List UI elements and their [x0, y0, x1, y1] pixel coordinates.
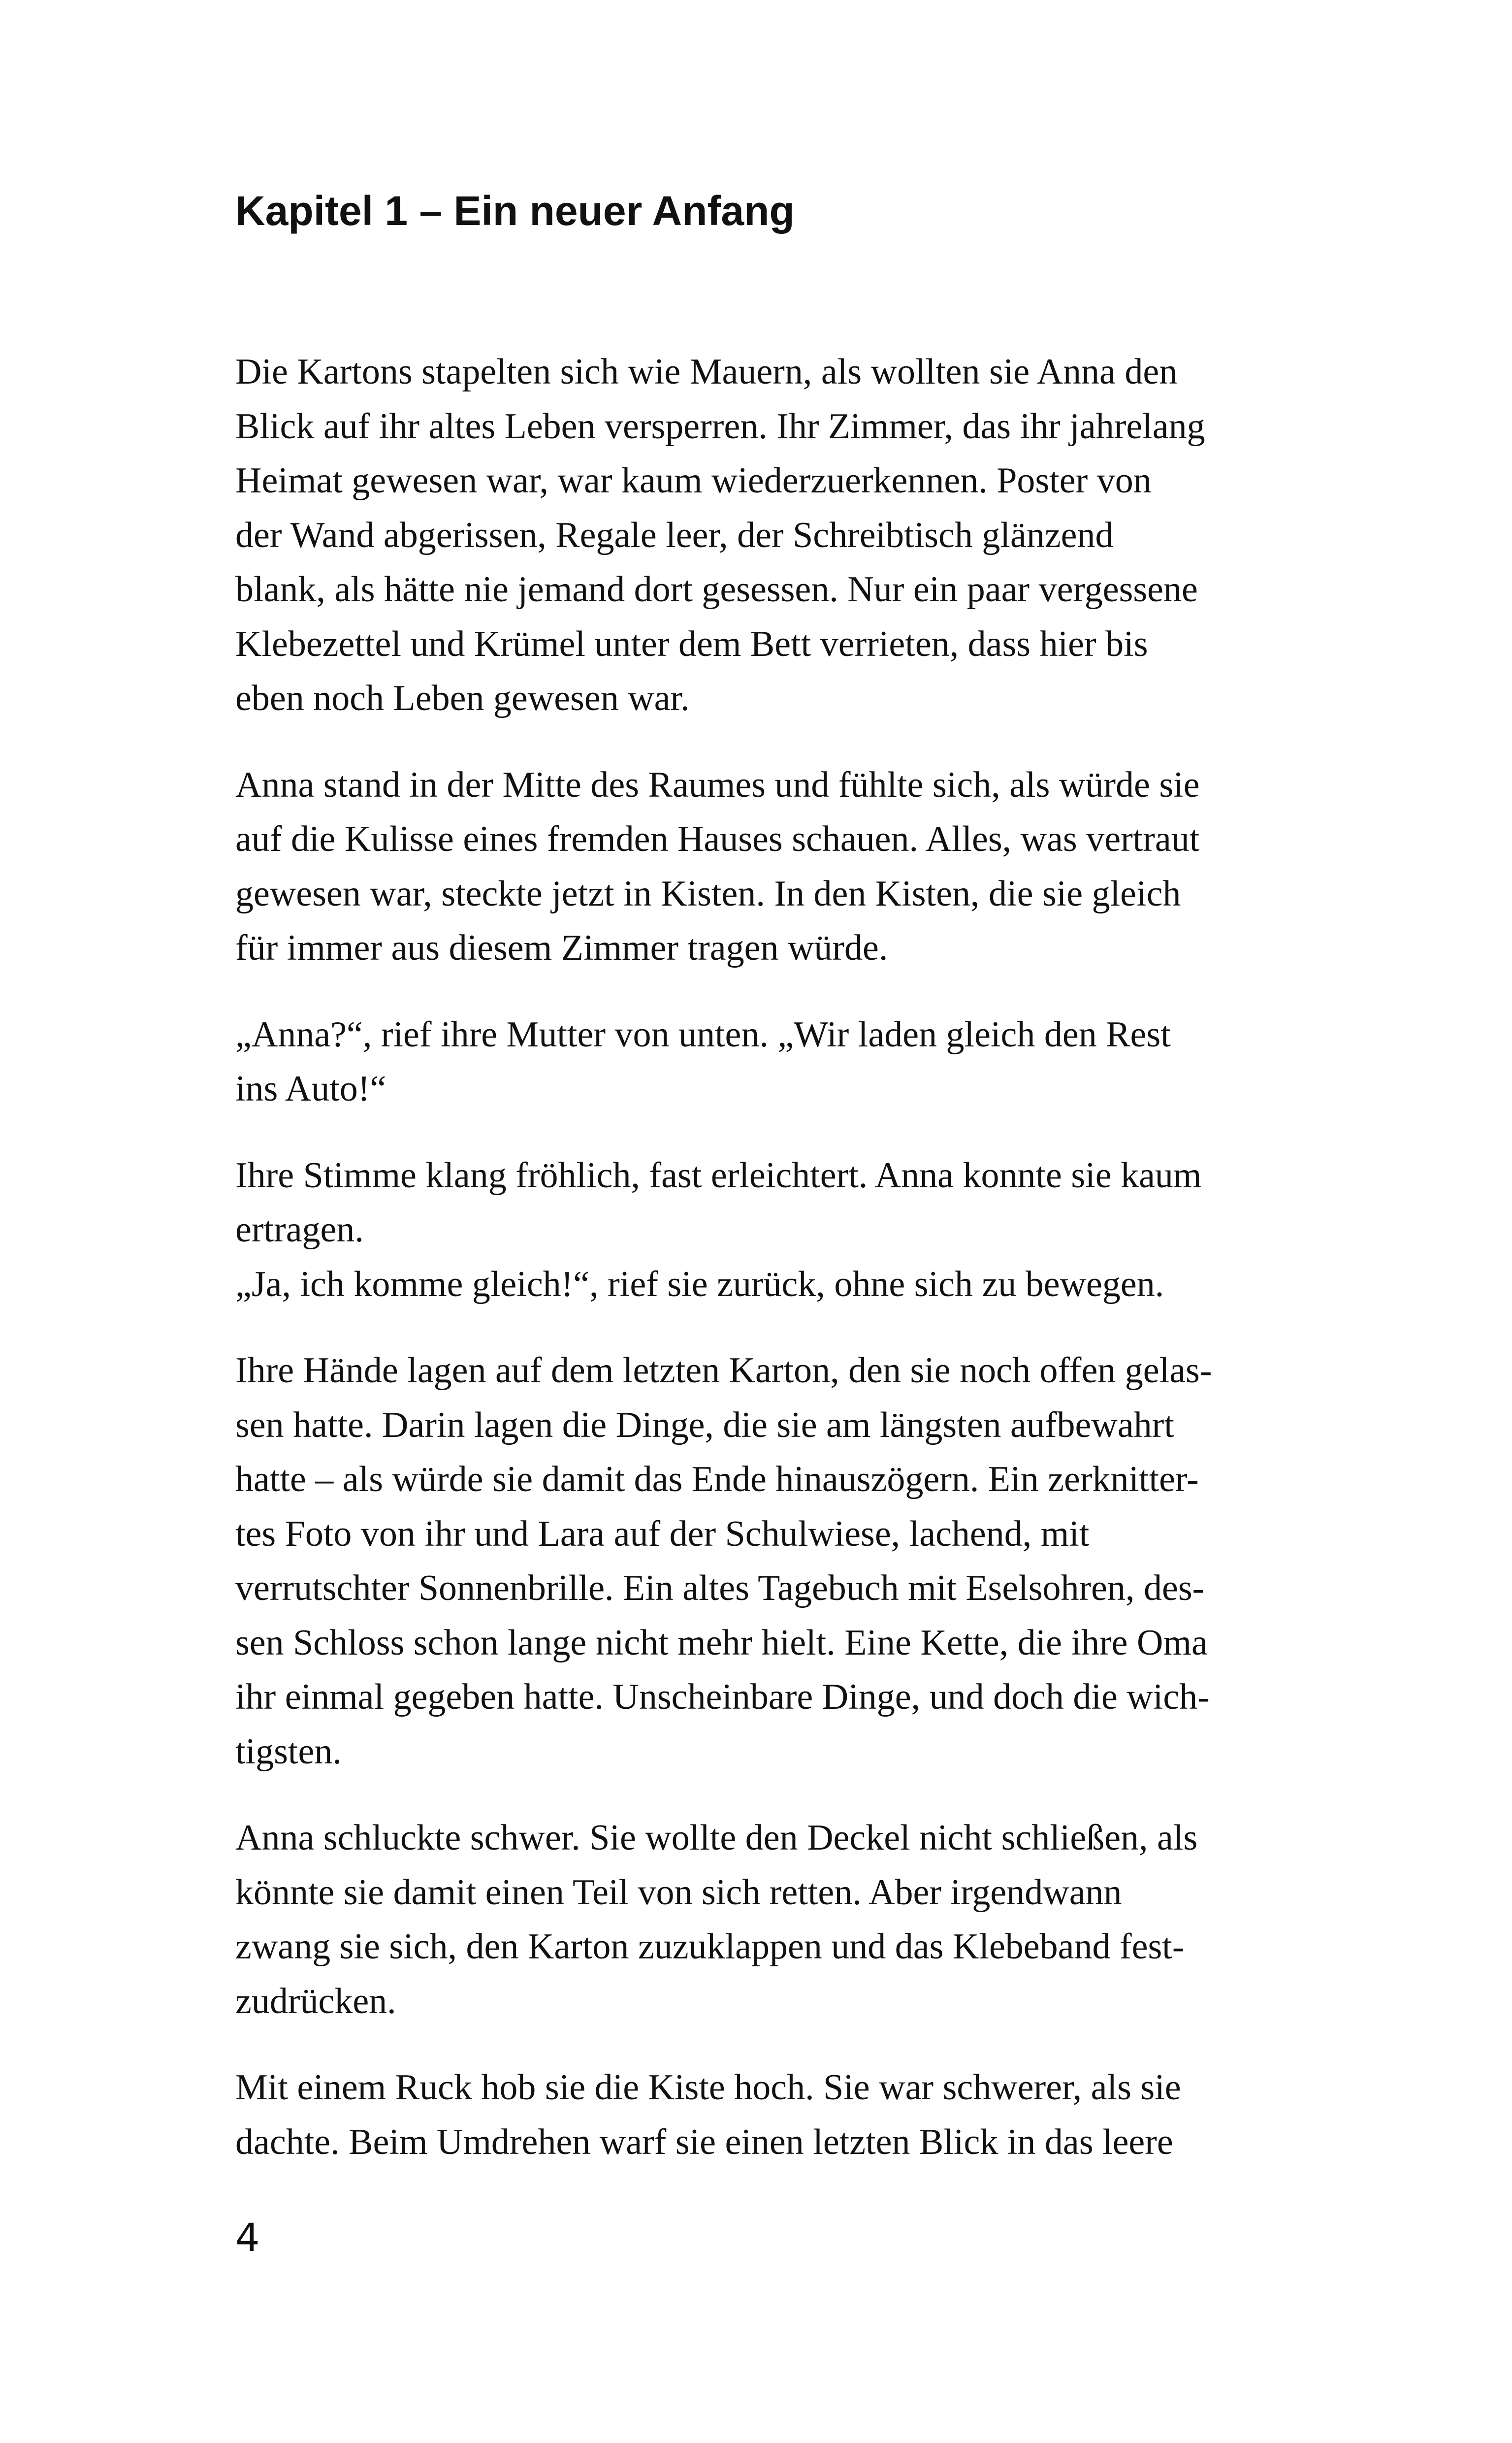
- text-line: „Anna?“, rief ihre Mutter von unten. „Wir laden gleich den Rest: [235, 1014, 1171, 1055]
- chapter-title: Kapitel 1 – Ein neuer Anfang: [235, 188, 795, 234]
- text-line: gewesen war, steckte jetzt in Kisten. In den Kisten, die sie gleich: [235, 873, 1181, 914]
- text-line: Heimat gewesen war, war kaum wiederzuerkennen. Poster von: [235, 460, 1152, 501]
- text-line: blank, als hätte nie jemand dort gesessen. Nur ein paar vergessene: [235, 569, 1198, 610]
- paragraph-1: [235, 345, 1338, 726]
- text-line: Ihre Stimme klang fröhlich, fast erleichtert. Anna konnte sie kaum: [235, 1155, 1202, 1196]
- text-line: für immer aus diesem Zimmer tragen würde.: [235, 928, 888, 968]
- text-line: „Ja, ich komme gleich!“, rief sie zurück, ohne sich zu bewegen.: [235, 1264, 1164, 1304]
- text-line: dachte. Beim Umdrehen warf sie einen letzten Blick in das leere: [235, 2121, 1173, 2162]
- paragraph-2: [235, 758, 1338, 976]
- text-line: verrutschter Sonnenbrille. Ein altes Tagebuch mit Eselsohren, des-: [235, 1568, 1205, 1608]
- text-line: hatte – als würde sie damit das Ende hinauszögern. Ein zerknitter-: [235, 1459, 1199, 1499]
- text-line: der Wand abgerissen, Regale leer, der Schreibtisch glänzend: [235, 515, 1114, 555]
- text-line: zwang sie sich, den Karton zuzuklappen und das Klebeband fest-: [235, 1926, 1185, 1967]
- text-line: tigsten.: [235, 1731, 342, 1772]
- text-line: ihr einmal gegeben hatte. Unscheinbare Dinge, und doch die wich-: [235, 1677, 1210, 1717]
- text-line: zudrücken.: [235, 1981, 396, 2021]
- paragraph-4: [235, 1148, 1338, 1312]
- text-line: könnte sie damit einen Teil von sich retten. Aber irgendwann: [235, 1872, 1122, 1913]
- text-line: Die Kartons stapelten sich wie Mauern, als wollten sie Anna den: [235, 352, 1178, 392]
- text-line: Klebezettel und Krümel unter dem Bett verrieten, dass hier bis: [235, 623, 1148, 664]
- text-line: eben noch Leben gewesen war.: [235, 678, 690, 718]
- page-number: 4: [235, 2216, 260, 2260]
- paragraph-6: [235, 1811, 1338, 2028]
- paragraph-5: [235, 1343, 1338, 1779]
- text-line: Ihre Hände lagen auf dem letzten Karton, den sie noch offen gelas-: [235, 1350, 1212, 1391]
- text-line: Blick auf ihr altes Leben versperren. Ihr Zimmer, das ihr jahrelang: [235, 406, 1205, 447]
- text-line: Anna stand in der Mitte des Raumes und fühlte sich, als würde sie: [235, 764, 1200, 805]
- paragraph-3: [235, 1008, 1338, 1116]
- body-text: [235, 345, 1338, 2201]
- text-line: sen hatte. Darin lagen die Dinge, die sie am längsten aufbewahrt: [235, 1404, 1174, 1445]
- text-line: auf die Kulisse eines fremden Hauses schauen. Alles, was vertraut: [235, 819, 1200, 859]
- text-line: ertragen.: [235, 1209, 364, 1250]
- text-line: Mit einem Ruck hob sie die Kiste hoch. Sie war schwerer, als sie: [235, 2067, 1181, 2108]
- text-line: sen Schloss schon lange nicht mehr hielt. Eine Kette, die ihre Oma: [235, 1622, 1208, 1663]
- text-line: tes Foto von ihr und Lara auf der Schulwiese, lachend, mit: [235, 1513, 1090, 1554]
- text-line: Anna schluckte schwer. Sie wollte den Deckel nicht schließen, als: [235, 1818, 1198, 1858]
- text-line: ins Auto!“: [235, 1069, 386, 1109]
- paragraph-7: [235, 2060, 1338, 2169]
